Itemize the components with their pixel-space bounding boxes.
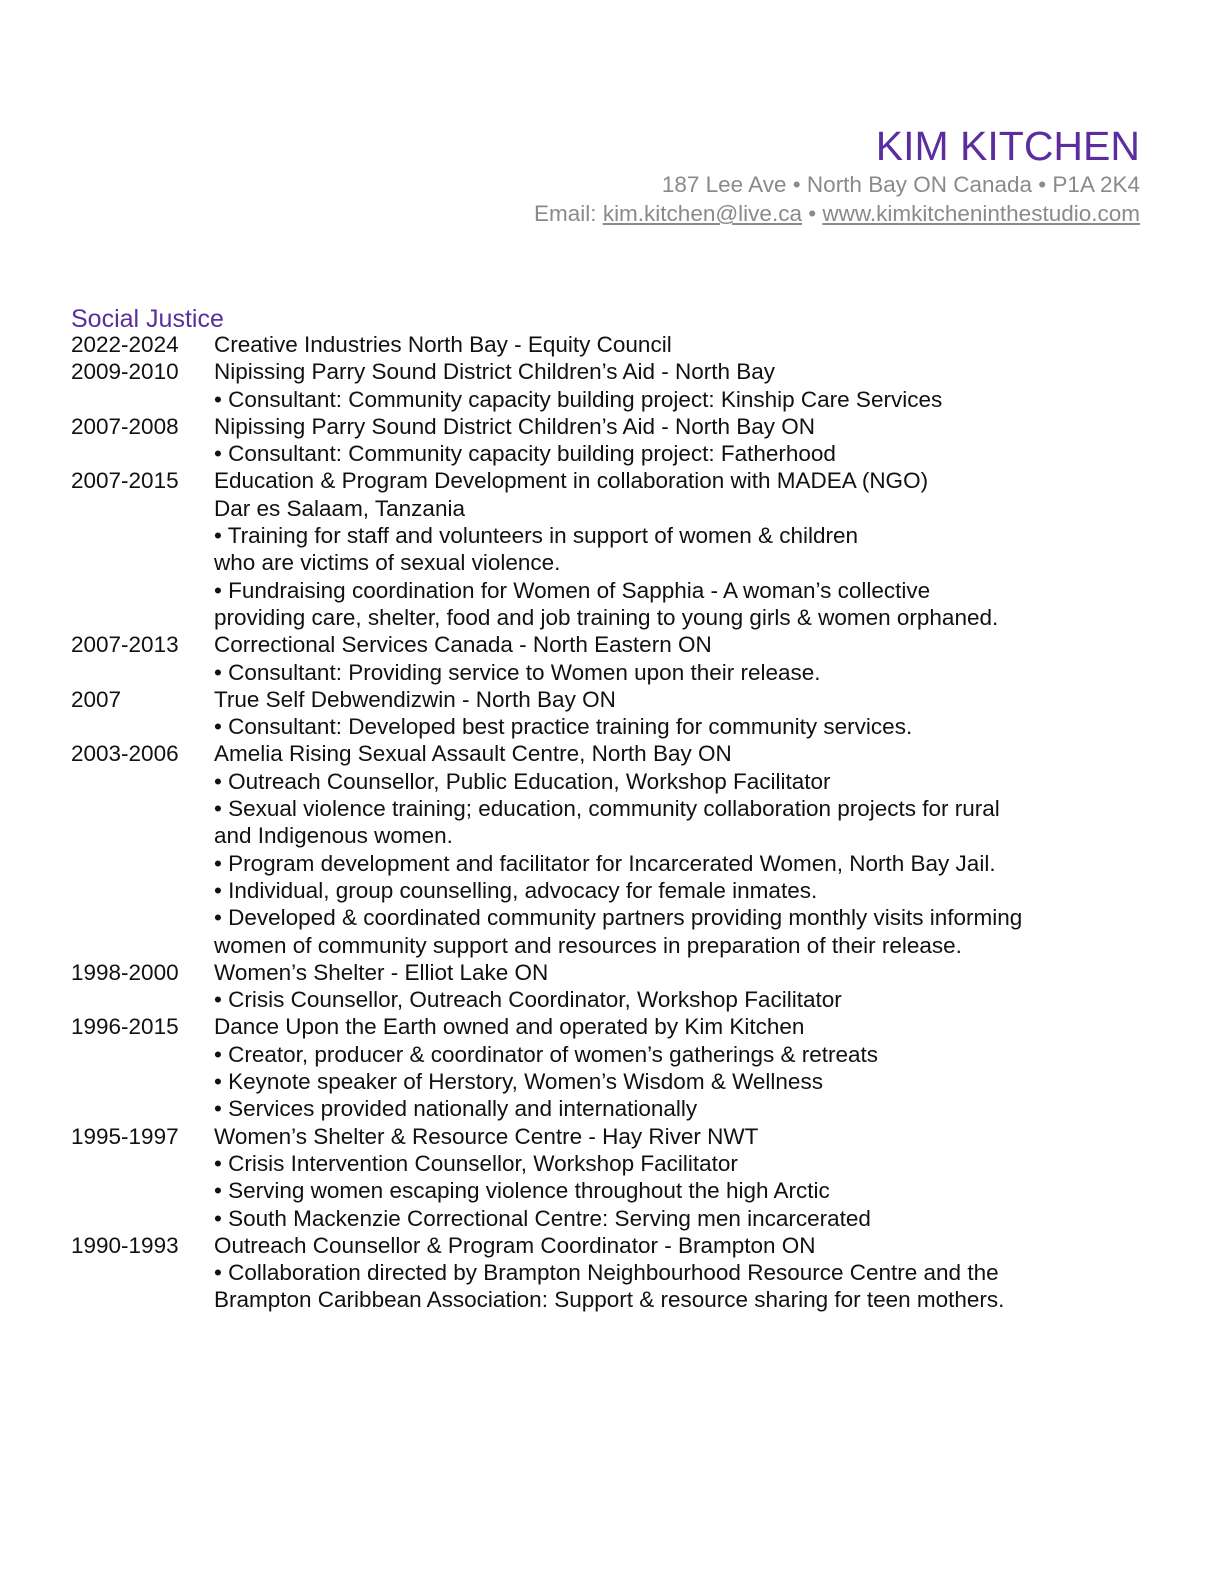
entry-row — [71, 467, 1151, 631]
entry-line: • Serving women escaping violence throughout the high Arctic — [214, 1178, 830, 1204]
entry-row — [71, 686, 1151, 741]
entry-row — [71, 413, 1151, 468]
entry-details — [214, 959, 1151, 1014]
section-title: Social Justice — [71, 305, 224, 333]
contact-separator: • — [801, 201, 823, 226]
entry-details — [214, 1123, 1151, 1232]
entry-details — [214, 631, 1151, 686]
entry-year: 1995-1997 — [71, 1123, 179, 1149]
entry-year: 1996-2015 — [71, 1014, 179, 1040]
entry-line: Nipissing Parry Sound District Children’s Aid - North Bay ON — [214, 413, 816, 439]
entry-line: Creative Industries North Bay - Equity Council — [214, 332, 672, 357]
entry-year: 2007-2015 — [71, 468, 179, 494]
entry-year: 2009-2010 — [71, 359, 179, 385]
social-justice-section — [71, 304, 1151, 1314]
entry-line: • Keynote speaker of Herstory, Women’s Wisdom & Wellness — [214, 1069, 823, 1095]
entry-line: • Services provided nationally and internationally — [214, 1096, 698, 1122]
entry-line: • Consultant: Providing service to Women upon their release. — [214, 659, 821, 685]
entry-line: • Sexual violence training; education, community collaboration projects for rural — [214, 796, 1000, 822]
entry-year: 2022-2024 — [71, 332, 179, 357]
entry-line: • Consultant: Community capacity building project: Fatherhood — [214, 441, 836, 467]
entry-line: • South Mackenzie Correctional Centre: Serving men incarcerated — [214, 1205, 871, 1231]
entry-year: 2007-2008 — [71, 413, 179, 439]
entry-line: Brampton Caribbean Association: Support & resource sharing for teen mothers. — [214, 1287, 1005, 1313]
entry-row — [71, 358, 1151, 413]
entry-line: Dance Upon the Earth owned and operated by Kim Kitchen — [214, 1014, 805, 1040]
address-line: 187 Lee Ave • North Bay ON Canada • P1A 2K4 — [661, 172, 1140, 197]
entry-year: 1998-2000 — [71, 959, 179, 985]
entry-line: Nipissing Parry Sound District Children’s Aid - North Bay — [214, 359, 776, 385]
entry-line: • Individual, group counselling, advocacy for female inmates. — [214, 877, 818, 903]
entry-line: True Self Debwendizwin - North Bay ON — [214, 686, 616, 712]
resume-header — [534, 122, 1140, 228]
entry-details — [214, 740, 1151, 958]
entry-line: • Training for staff and volunteers in support of women & children — [214, 523, 859, 549]
entry-row — [71, 331, 1151, 358]
entry-line: • Collaboration directed by Brampton Neighbourhood Resource Centre and the — [214, 1260, 999, 1286]
entry-line: • Consultant: Community capacity building project: Kinship Care Services — [214, 386, 943, 412]
website-link[interactable]: www.kimkitcheninthestudio.com — [822, 201, 1140, 226]
contact-line — [534, 199, 1140, 228]
entry-details — [214, 1232, 1151, 1314]
entry-line: Outreach Counsellor & Program Coordinator - Brampton ON — [214, 1232, 816, 1258]
entry-year: 2003-2006 — [71, 741, 179, 767]
entry-line: women of community support and resources in preparation of their release. — [214, 932, 962, 958]
entry-line: Amelia Rising Sexual Assault Centre, North Bay ON — [214, 741, 732, 767]
entry-row — [71, 1232, 1151, 1314]
entry-row — [71, 1123, 1151, 1232]
entry-line: • Fundraising coordination for Women of Sapphia - A woman’s collective — [214, 577, 931, 603]
email-link[interactable]: kim.kitchen@live.ca — [602, 201, 802, 226]
entry-line: who are victims of sexual violence. — [214, 550, 561, 576]
entry-line: • Creator, producer & coordinator of women’s gatherings & retreats — [214, 1041, 879, 1067]
person-name: KIM KITCHEN — [875, 123, 1140, 169]
entry-line: • Outreach Counsellor, Public Education, Workshop Facilitator — [214, 768, 831, 794]
entry-line: Correctional Services Canada - North Eastern ON — [214, 632, 712, 658]
entry-line: • Consultant: Developed best practice training for community services. — [214, 714, 913, 740]
entry-line: • Crisis Intervention Counsellor, Workshop Facilitator — [214, 1150, 738, 1176]
entry-line: • Program development and facilitator for Incarcerated Women, North Bay Jail. — [214, 850, 996, 876]
entry-line: Women’s Shelter - Elliot Lake ON — [214, 959, 549, 985]
entry-line: and Indigenous women. — [214, 823, 453, 849]
entry-line: • Crisis Counsellor, Outreach Coordinator, Workshop Facilitator — [214, 987, 842, 1013]
entry-line: Dar es Salaam, Tanzania — [214, 495, 465, 521]
entry-line: providing care, shelter, food and job training to young girls & women orphaned. — [214, 604, 999, 630]
entry-details — [214, 358, 1151, 413]
entry-year: 2007 — [71, 686, 122, 712]
entry-row — [71, 631, 1151, 686]
entry-list — [71, 331, 1151, 1314]
entry-row — [71, 1013, 1151, 1122]
entry-row — [71, 740, 1151, 958]
entry-year: 2007-2013 — [71, 632, 179, 658]
entry-line: Women’s Shelter & Resource Centre - Hay River NWT — [214, 1123, 759, 1149]
entry-year: 1990-1993 — [71, 1232, 179, 1258]
entry-row — [71, 959, 1151, 1014]
email-label: Email: — [534, 201, 603, 226]
entry-details — [214, 331, 1151, 358]
entry-details — [214, 1013, 1151, 1122]
entry-details — [214, 686, 1151, 741]
entry-line: • Developed & coordinated community partners providing monthly visits informing — [214, 905, 1023, 931]
entry-line: Education & Program Development in collaboration with MADEA (NGO) — [214, 468, 929, 494]
entry-details — [214, 413, 1151, 468]
entry-details — [214, 467, 1151, 631]
